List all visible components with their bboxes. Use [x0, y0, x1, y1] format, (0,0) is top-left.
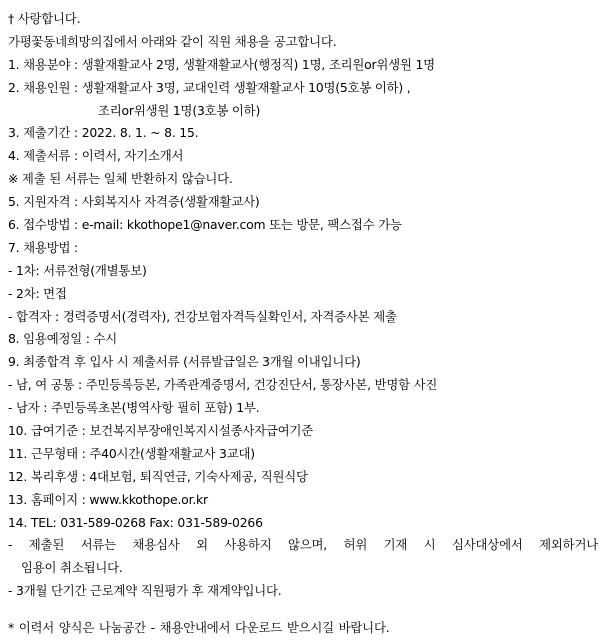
item-2-continuation: 조리or위생원 1명(3호봉 이하): [98, 102, 261, 118]
selection-step-2: - 2차: 면접: [8, 285, 67, 301]
note-false-info: - 제출된 서류는 채용심사 외 사용하지 않으며, 허위 기재 시 심사대상에서 제외하거나: [8, 537, 598, 553]
selection-step-1: - 1차: 서류전형(개별통보): [8, 262, 147, 278]
note-contract: - 3개월 단기간 근로계약 직원평가 후 재계약입니다.: [8, 583, 282, 599]
item-7-selection-method: 7. 채용방법 :: [8, 239, 78, 255]
item-4-submission-documents: 4. 제출서류 : 이력서, 자기소개서: [8, 148, 184, 164]
item-11-work-type: 11. 근무형태 : 주40시간(생활재활교사 3교대): [8, 445, 255, 461]
selection-successful: - 합격자 : 경력증명서(경력자), 건강보험자격득실확인서, 자격증사본 제출: [8, 308, 397, 324]
item-6-application-method: 6. 접수방법 : e-mail: kkothope1@naver.com 또는 방문, 팩스접수 가능: [8, 217, 402, 233]
item-14-contact: 14. TEL: 031-589-0268 Fax: 031-589-0266: [8, 514, 263, 530]
item-2-recruitment-count: 2. 채용인원 : 생활재활교사 3명, 교대인력 생활재활교사 10명(5호봉 이하) ,: [8, 79, 411, 95]
greeting: † 사랑합니다.: [8, 11, 81, 26]
item-13-homepage: 13. 홈페이지 : www.kkothope.or.kr: [8, 491, 208, 507]
final-docs-male: - 남자 : 주민등록초본(병역사항 필히 포함) 1부.: [8, 400, 260, 416]
note-no-return: ※ 제출 된 서류는 일체 반환하지 않습니다.: [8, 171, 233, 187]
item-9-final-documents: 9. 최종합격 후 입사 시 제출서류 (서류발급일은 3개월 이내입니다): [8, 354, 361, 370]
item-3-submission-period: 3. 제출기간 : 2022. 8. 1. ~ 8. 15.: [8, 125, 199, 141]
final-docs-common: - 남, 여 공통 : 주민등록등본, 가족관계증명서, 건강진단서, 통장사본, 반명함 사진: [8, 377, 438, 393]
item-8-start-date: 8. 임용예정일 : 수시: [8, 331, 117, 347]
item-1-recruitment-field: 1. 채용분야 : 생활재활교사 2명, 생활재활교사(행정직) 1명, 조리원or위생원 1명: [8, 56, 435, 72]
item-5-qualification: 5. 지원자격 : 사회복지사 자격증(생활재활교사): [8, 194, 260, 210]
item-10-salary-standard: 10. 급여기준 : 보건복지부장애인복지시설종사자급여기준: [8, 423, 313, 439]
item-12-benefits: 12. 복리후생 : 4대보험, 퇴직연금, 기숙사제공, 직원식당: [8, 468, 308, 484]
note-false-info-continuation: 임용이 취소됩니다.: [21, 560, 123, 576]
spacer: [8, 603, 598, 617]
footer-note-resume-form: * 이력서 양식은 나눔공간 - 채용안내에서 다운로드 받으시길 바랍니다.: [8, 620, 390, 636]
intro-text: 가평꽃동네희망의집에서 아래와 같이 직원 채용을 공고합니다.: [8, 33, 337, 49]
